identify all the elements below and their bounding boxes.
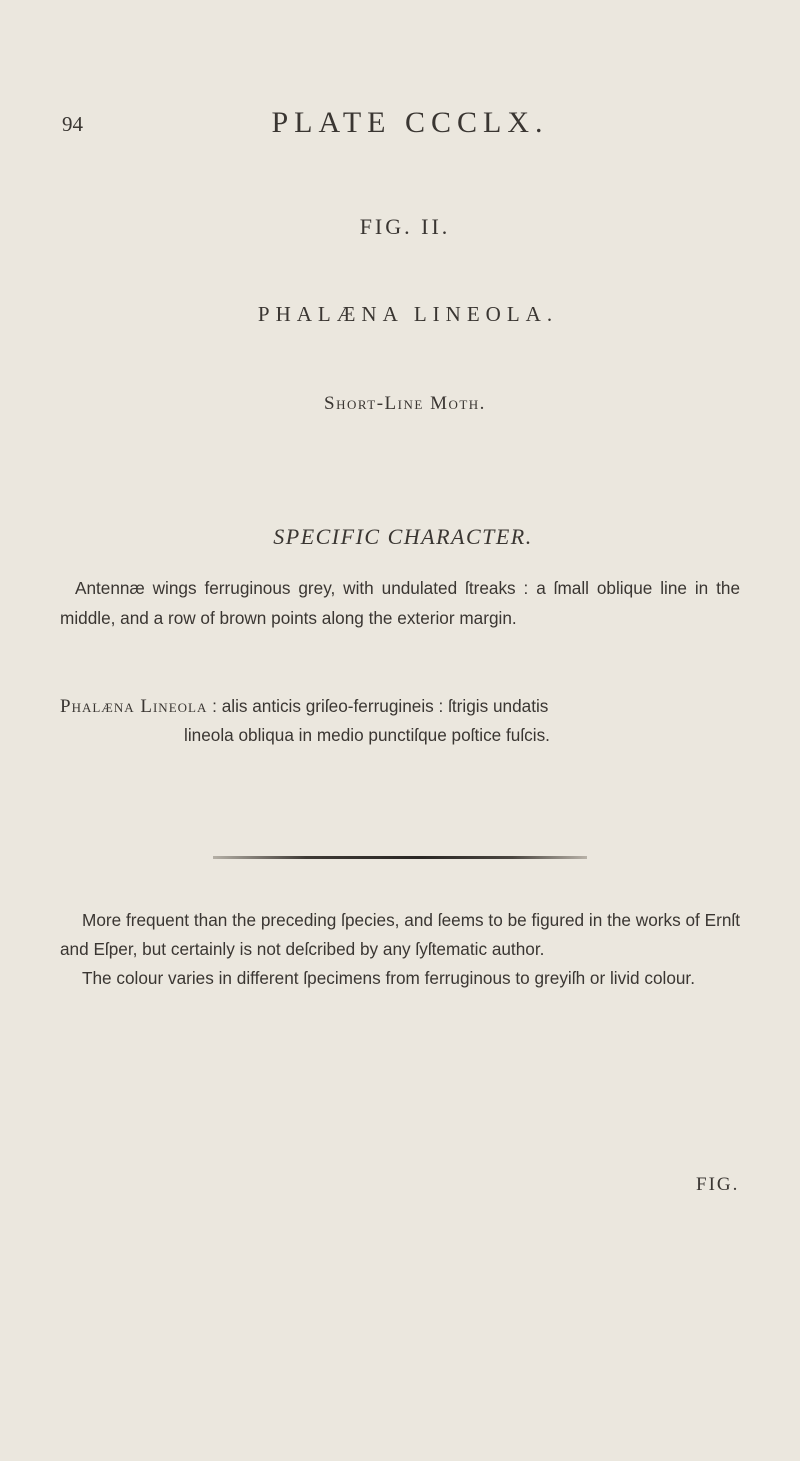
- commentary-paragraph: The colour varies in different ſpecimens from ferruginous to greyiſh or livid colour.: [82, 968, 695, 988]
- latin-species-name: Phalæna Lineola: [60, 696, 208, 717]
- commentary: [60, 906, 740, 993]
- english-character-paragraph: Antennæ wings ferruginous grey, with undulated ſtreaks : a ſmall oblique line in the middle, and a row of brown points along the exterior margin.: [60, 578, 740, 628]
- latin-separator: :: [207, 696, 222, 716]
- section-divider: [213, 856, 587, 859]
- catchword: FIG.: [696, 1174, 740, 1195]
- latin-first-line-text: alis anticis griſeo-ferrugineis : ſtrigis undatis: [221, 696, 549, 716]
- section-heading: SPECIFIC CHARACTER.: [273, 524, 533, 549]
- page-number: 94: [62, 112, 83, 136]
- latin-first-line: [60, 692, 740, 721]
- running-head: PLATE CCCLX.: [271, 106, 549, 139]
- commentary-paragraph: More frequent than the preceding ſpecies, and ſeems to be figured in the works of Ernſt and Eſper, but certainly is not deſcribed by any ſyſtematic author.: [60, 910, 740, 959]
- latin-continuation: lineola obliqua in medio punctiſque poſtice fuſcis.: [184, 725, 550, 745]
- common-name: Short-Line Moth.: [324, 393, 486, 414]
- species-title: PHALÆNA LINEOLA.: [257, 302, 559, 326]
- figure-heading: FIG. II.: [359, 214, 451, 239]
- latin-character-paragraph: [60, 692, 740, 749]
